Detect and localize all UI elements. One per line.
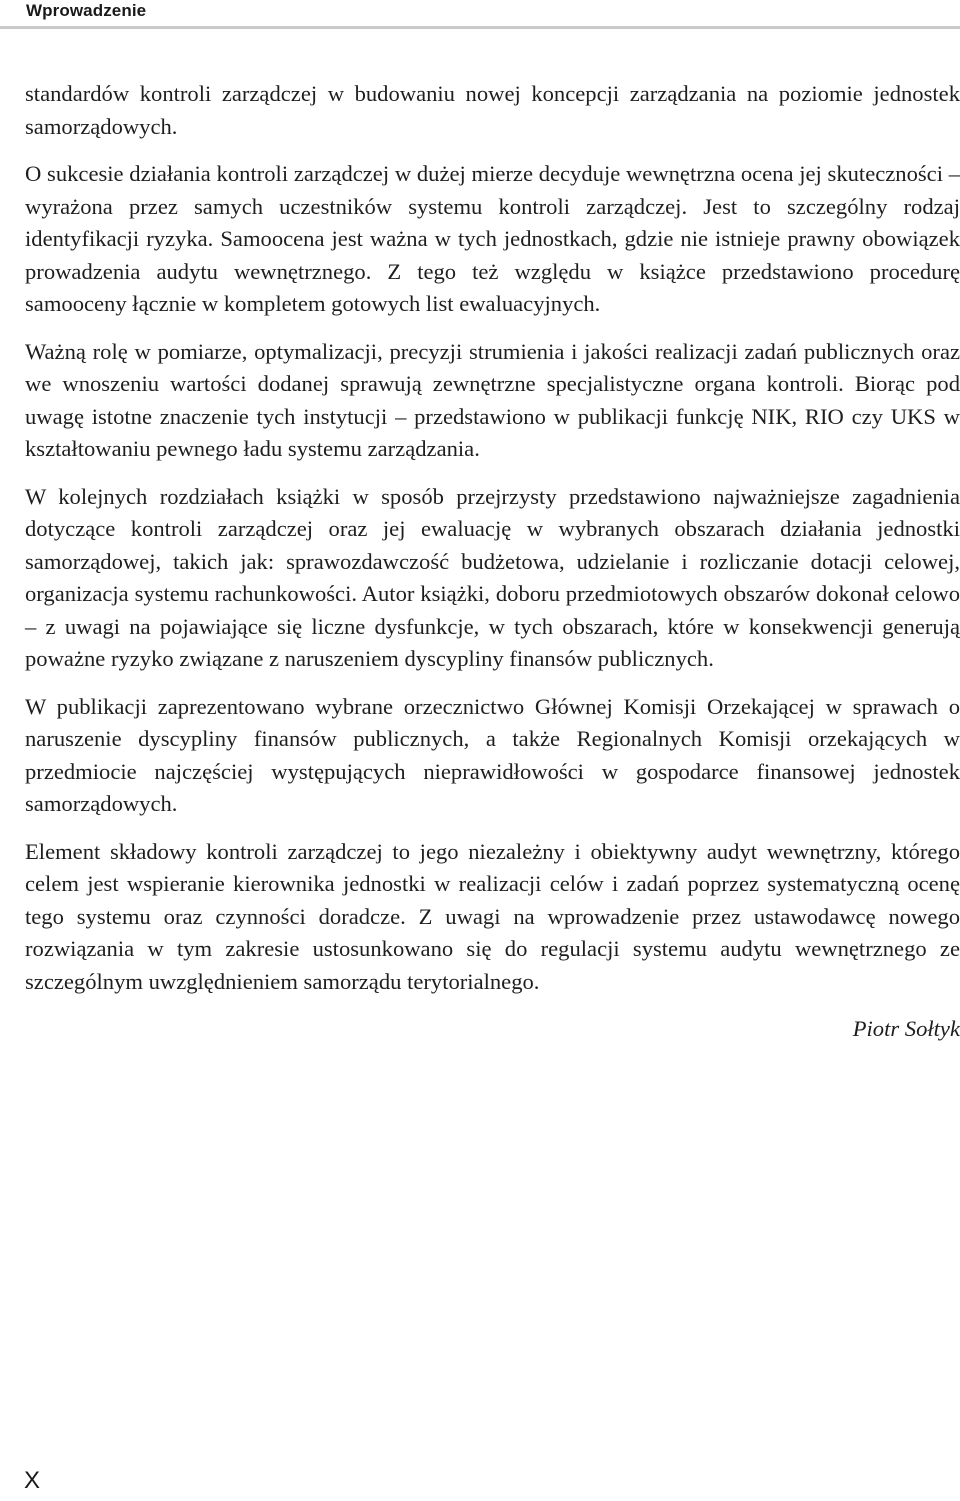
author-signature: Piotr Sołtyk xyxy=(852,1016,960,1041)
text-column xyxy=(25,78,960,1046)
paragraph: Element składowy kontroli zarządczej to jego niezależny i obiektywny audyt wewnętrzny, którego celem jest wspieranie kierownika jednostki w realizacji celów i zadań poprzez systematyczną ocenę tego systemu oraz czynności doradcze. Z uwagi na wprowadzenie przez ustawodawcę nowego rozwiązania w tym zakresie ustosunkowano się do regulacji systemu audytu wewnętrznego ze szczególnym uwzględnieniem samorządu terytorialnego. xyxy=(25,838,960,994)
running-header xyxy=(0,0,960,29)
paragraph: W kolejnych rozdziałach książki w sposób przejrzysty przedstawiono najważniejsze zagadnienia dotyczące kontroli zarządczej oraz jej ewaluację w wybranych obszarach działania jednostki samorządowej, takich jak: sprawozdawczość budżetowa, udzielanie i rozliczanie dotacji celowej, organizacja systemu rachunkowości. Autor książki, doboru przedmiotowych obszarów dokonał celowo – z uwagi na pojawiające się liczne dysfunkcje, w tych obszarach, które w konsekwencji generują poważne ryzyko związane z naruszeniem dyscypliny finansów publicznych. xyxy=(25,483,960,671)
paragraph: O sukcesie działania kontroli zarządczej w dużej mierze decyduje wewnętrzna ocena jej skuteczności – wyrażona przez samych uczestników systemu kontroli zarządczej. Jest to szczególny rodzaj identyfikacji ryzyka. Samoocena jest ważna w tych jednostkach, gdzie nie istnieje prawny obowiązek prowadzenia audytu wewnętrznego. Z tego też względu w książce przedstawiono procedurę samooceny łącznie w kompletem gotowych list ewaluacyjnych. xyxy=(25,161,960,316)
paragraph: standardów kontroli zarządczej w budowaniu nowej koncepcji zarządzania na poziomie jednostek samorządowych. xyxy=(25,81,960,139)
paragraph: W publikacji zaprezentowano wybrane orzecznictwo Głównej Komisji Orzekającej w sprawach o naruszenie dyscypliny finansów publicznych, a także Regionalnych Komisji orzekających w przedmiocie najczęściej występujących nieprawidłowości w gospodarce finansowej jednostek samorządowych. xyxy=(25,693,960,816)
paragraph: Ważną rolę w pomiarze, optymalizacji, precyzji strumienia i jakości realizacji zadań publicznych oraz we wnoszeniu wartości dodanej sprawują zewnętrzne specjalistyczne organa kontroli. Biorąc pod uwagę istotne znaczenie tych instytucji – przedstawiono w publikacji funkcję NIK, RIO czy UKS w kształtowaniu pewnego ładu systemu zarządzania. xyxy=(25,338,960,461)
page-number: X xyxy=(24,1467,41,1494)
section-title: Wprowadzenie xyxy=(26,1,147,20)
